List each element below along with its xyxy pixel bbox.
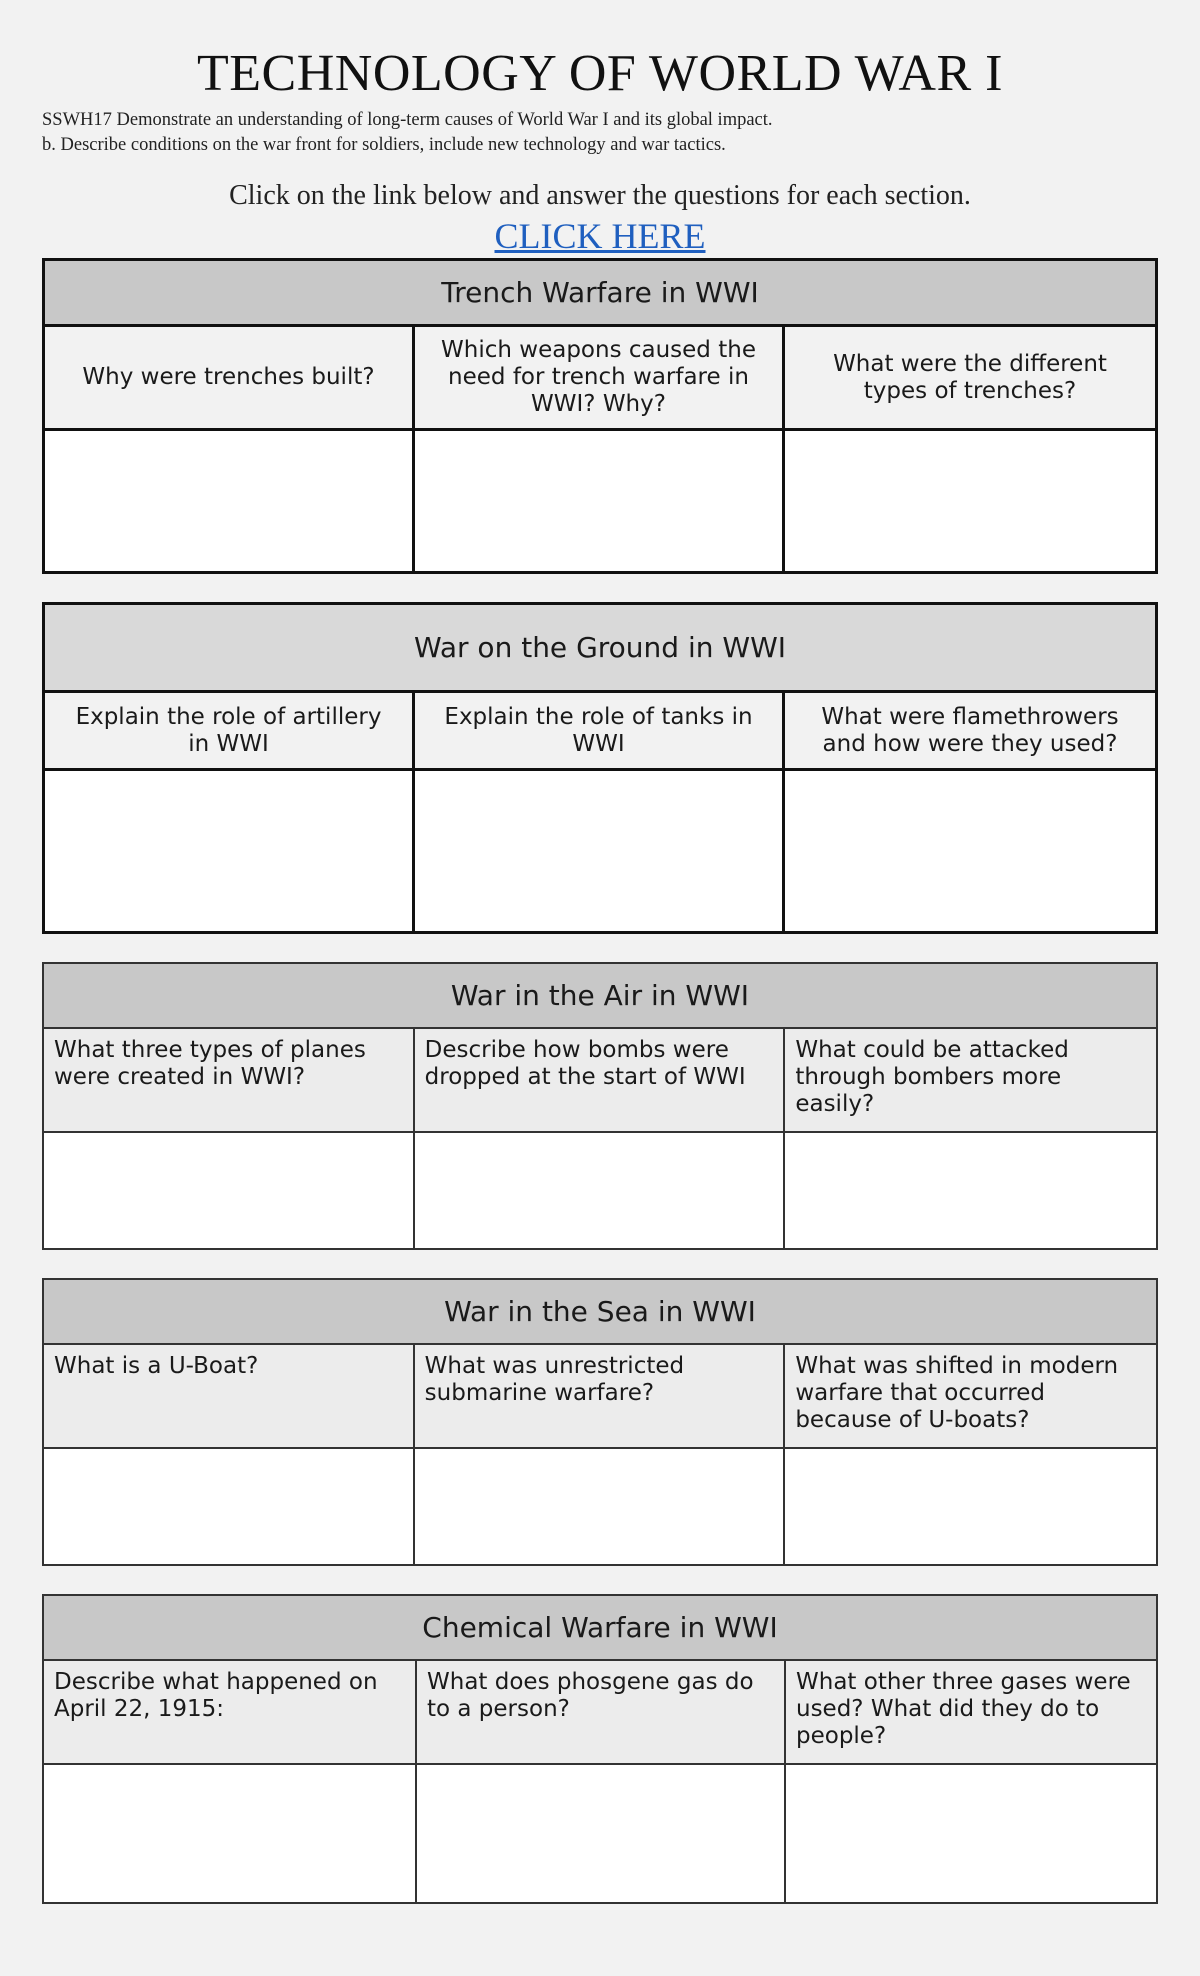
page-title: TECHNOLOGY OF WORLD WAR I — [197, 45, 1003, 102]
answer-box[interactable] — [785, 771, 1155, 931]
section-trench-warfare — [42, 258, 1158, 574]
standard-line-2: b. Describe conditions on the war front for soldiers, include new technology and war tactics. — [42, 135, 726, 155]
answer-box[interactable] — [415, 1449, 786, 1564]
question-cell: What were the different types of trenches? — [785, 327, 1155, 431]
question-cell: Why were trenches built? — [45, 327, 415, 431]
section-heading: Chemical Warfare in WWI — [44, 1596, 1156, 1661]
answer-box[interactable] — [44, 1449, 415, 1564]
answer-box[interactable] — [785, 1133, 1156, 1248]
section-war-in-air — [42, 962, 1158, 1250]
answer-box[interactable] — [415, 1133, 786, 1248]
question-cell: What other three gases were used? What did they do to people? — [786, 1661, 1156, 1765]
question-cell: Describe how bombs were dropped at the start of WWI — [415, 1029, 786, 1133]
section-heading: War on the Ground in WWI — [45, 605, 1155, 693]
question-cell: Describe what happened on April 22, 1915: — [44, 1661, 417, 1765]
question-cell: What could be attacked through bombers more easily? — [785, 1029, 1156, 1133]
click-here-link[interactable]: CLICK HERE — [494, 216, 706, 256]
question-cell: What three types of planes were created in WWI? — [44, 1029, 415, 1133]
answer-box[interactable] — [45, 771, 415, 931]
answer-box[interactable] — [44, 1765, 417, 1902]
question-cell: Explain the role of tanks in WWI — [415, 693, 785, 771]
question-cell: What is a U-Boat? — [44, 1345, 415, 1449]
section-war-in-sea — [42, 1278, 1158, 1566]
answer-box[interactable] — [785, 431, 1155, 571]
instructions: Click on the link below and answer the questions for each section. — [229, 180, 971, 211]
question-cell: What were flamethrowers and how were they used? — [785, 693, 1155, 771]
answer-box[interactable] — [415, 771, 785, 931]
section-heading: Trench Warfare in WWI — [45, 261, 1155, 327]
answer-box[interactable] — [786, 1765, 1156, 1902]
section-war-on-ground — [42, 602, 1158, 934]
question-cell: What was shifted in modern warfare that occurred because of U-boats? — [785, 1345, 1156, 1449]
question-cell: Which weapons caused the need for trench warfare in WWI? Why? — [415, 327, 785, 431]
answer-box[interactable] — [415, 431, 785, 571]
answer-box[interactable] — [785, 1449, 1156, 1564]
section-heading: War in the Sea in WWI — [44, 1280, 1156, 1345]
question-cell: What does phosgene gas do to a person? — [417, 1661, 786, 1765]
answer-box[interactable] — [417, 1765, 786, 1902]
question-cell: What was unrestricted submarine warfare? — [415, 1345, 786, 1449]
answer-box[interactable] — [44, 1133, 415, 1248]
answer-box[interactable] — [45, 431, 415, 571]
question-cell: Explain the role of artillery in WWI — [45, 693, 415, 771]
standard-line-1: SSWH17 Demonstrate an understanding of long-term causes of World War I and its global impact. — [42, 110, 773, 130]
section-heading: War in the Air in WWI — [44, 964, 1156, 1029]
section-chemical-warfare — [42, 1594, 1158, 1904]
